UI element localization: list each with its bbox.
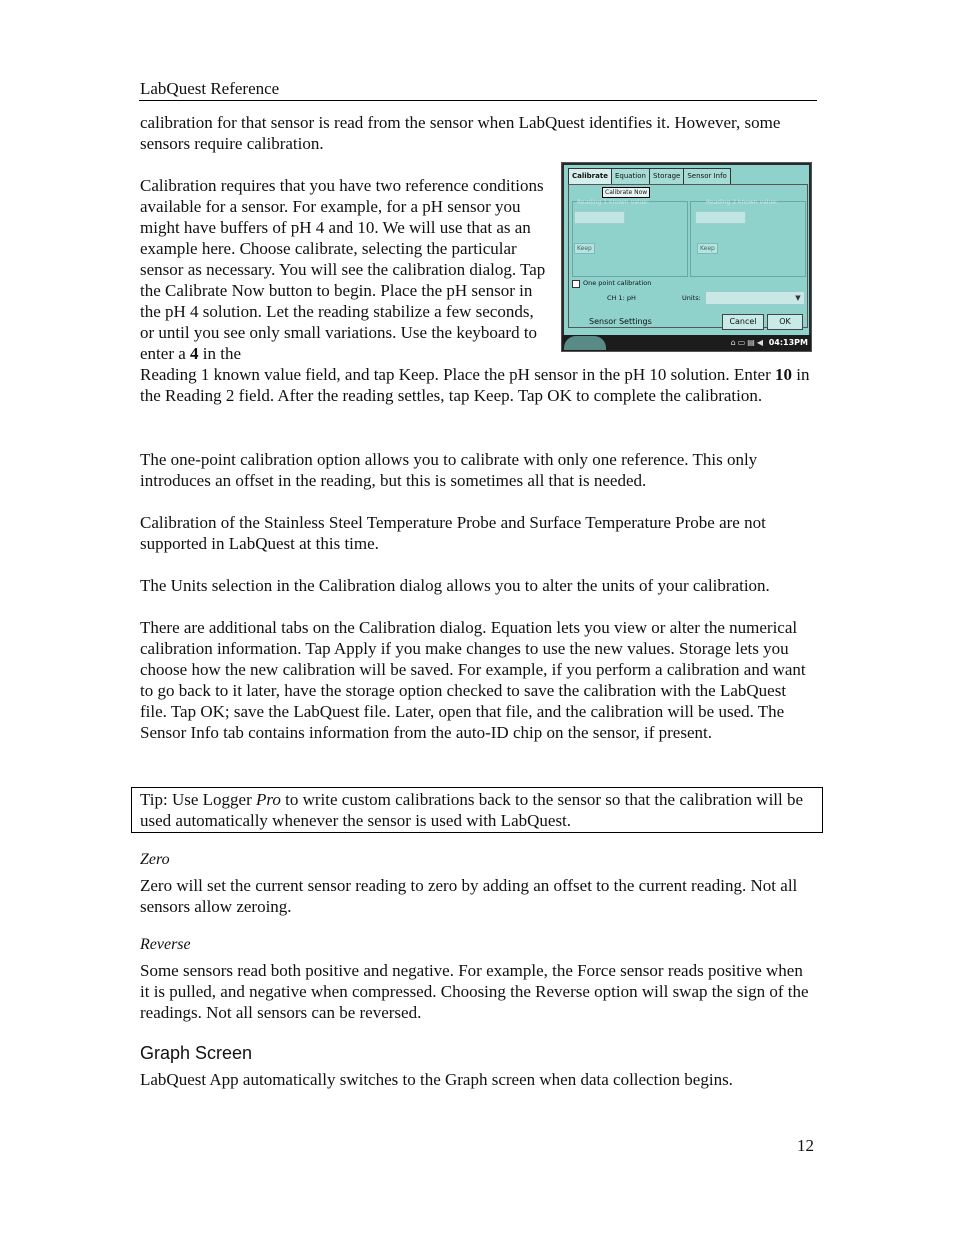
paragraph-calibration-steps-cont: Reading 1 known value field, and tap Keep. Place the pH sensor in the pH 10 solution. Enter 10 in the Reading 2 field. After the reading settles, tap Keep. Tap OK to complete the calibration.: [140, 365, 810, 405]
reverse-body: Some sensors read both positive and negative. For example, the Force sensor reads positive when it is pulled, and negative when compressed. Choosing the Reverse option will swap the sign of the readings. Not all sensors can be reversed.: [140, 961, 809, 1022]
keyboard-icon: ▤: [747, 338, 757, 347]
home-icon: ⌂: [730, 338, 738, 347]
graph-screen-body: LabQuest App automatically switches to the Graph screen when data collection begins.: [140, 1070, 733, 1089]
units-select[interactable]: [705, 291, 805, 305]
speaker-icon: ◀: [756, 338, 765, 347]
paragraph-unsupported-probes: Calibration of the Stainless Steel Temperature Probe and Surface Temperature Probe are not supported in LabQuest at this time.: [140, 513, 766, 553]
paragraph-additional-tabs: There are additional tabs on the Calibration dialog. Equation lets you view or alter the numerical calibration information. Tap Apply if you make changes to use the new values. Storage lets you choose how the new calibration will be saved. For example, if you perform a calibration and want to go back to it later, have the storage option checked to save the calibration with the LabQuest file. Tap OK; save the LabQuest file. Later, open that file, and the calibration will be used. The Sensor Info tab contains information from the auto-ID chip on the sensor, if present.: [140, 618, 806, 742]
one-point-checkbox[interactable]: [572, 280, 580, 288]
paragraph-one-point: The one-point calibration option allows you to calibrate with only one reference. This only introduces an offset in the reading, but this is sometimes all that is needed.: [140, 450, 758, 490]
play-icon[interactable]: [564, 336, 606, 350]
tip-box: [131, 787, 823, 833]
reading2-input[interactable]: [695, 211, 746, 224]
tip-text: Tip: Use Logger Pro to write custom calibrations back to the sensor so that the calibration will be used automatically whenever the sensor is used with LabQuest.: [140, 790, 804, 830]
reading1-label: Reading 1 known value:: [577, 199, 649, 206]
paragraph-calibration-intro: calibration for that sensor is read from the sensor when LabQuest identifies it. However, some sensors require calibration.: [140, 113, 781, 153]
tab-calibrate[interactable]: Calibrate: [568, 168, 612, 185]
cancel-button[interactable]: Cancel: [722, 314, 764, 330]
calibrate-tab-panel: [568, 184, 808, 328]
paragraph-units: The Units selection in the Calibration dialog allows you to alter the units of your calibration.: [140, 576, 770, 595]
ok-button[interactable]: OK: [767, 314, 803, 330]
tab-equation[interactable]: Equation: [611, 168, 650, 185]
reading2-keep-button[interactable]: Keep: [697, 243, 718, 254]
paragraph-calibration-steps: Calibration requires that you have two reference conditions available for a sensor. For example, for a pH sensor you might have buffers of pH 4 and 10. We will use that as an example here. Choose calibrate, selecting the particular sensor as necessary. You will see the calibration dialog. Tap the Calibrate Now button to begin. Place the pH sensor in the pH 4 solution. Let the reading stabilize a few seconds, or until you see only small variations. Use the keyboard to enter a 4 in the: [140, 176, 546, 363]
channel-label: CH 1: pH: [607, 294, 636, 302]
reading1-keep-button[interactable]: Keep: [574, 243, 595, 254]
page-header-title: LabQuest Reference: [140, 79, 280, 98]
tab-sensor-info[interactable]: Sensor Info: [683, 168, 730, 185]
zero-body: Zero will set the current sensor reading to zero by adding an offset to the current reading. Not all sensors allow zeroing.: [140, 876, 798, 916]
reading2-label: Reading 2 known value:: [706, 199, 778, 206]
battery-icon: ▭: [737, 338, 748, 347]
reading1-input[interactable]: [574, 211, 625, 224]
dialog-tabs: [568, 168, 730, 184]
page-number: 12: [797, 1136, 814, 1155]
calibrate-now-button[interactable]: Calibrate Now: [602, 187, 650, 198]
graph-screen-heading: Graph Screen: [140, 1043, 253, 1063]
status-icons: [731, 338, 765, 347]
calibration-dialog-screenshot: [561, 162, 812, 352]
units-label: Units:: [682, 294, 701, 302]
dialog-footer: [564, 308, 809, 335]
tab-storage[interactable]: Storage: [649, 168, 684, 185]
reverse-heading: Reverse: [140, 936, 191, 953]
device-taskbar: [562, 335, 811, 351]
sensor-settings-label: Sensor Settings: [589, 317, 652, 326]
calibration-dialog: [564, 165, 809, 335]
zero-heading: Zero: [140, 851, 170, 868]
clock: 04:13PM: [768, 338, 808, 347]
chevron-down-icon: ▼: [795, 294, 801, 302]
header-rule: [139, 100, 817, 101]
one-point-label: One point calibration: [583, 279, 652, 287]
